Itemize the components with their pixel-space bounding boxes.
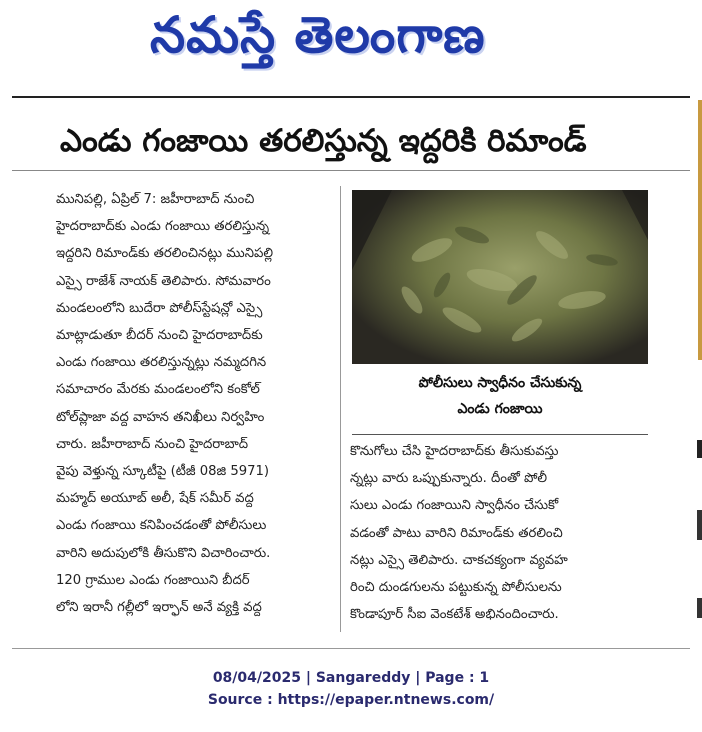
article-left-column [56, 186, 330, 632]
left-line: వారిని అదుపులోకి తీసుకొని విచారించారు. [56, 545, 271, 561]
left-line: మహ్మద్ అయూబ్ అలీ, షేక్ సమీర్ వద్ద [56, 491, 254, 507]
left-line: సమాచారం మేరకు మండలంలోని కంకోల్ [56, 382, 260, 398]
left-line: వైపు వెళ్తున్న స్కూటీపై (టీజీ 08జి 5971) [56, 464, 270, 480]
dried-leaves-image [352, 190, 648, 364]
left-line: ఎండు గంజాయి తరలిస్తున్నట్లు నమ్మదగిన [56, 355, 267, 371]
headline-divider [12, 170, 690, 171]
right-line: సులు ఎండు గంజాయిని స్వాధీనం చేసుకో [350, 498, 559, 514]
masthead-divider [12, 96, 690, 98]
left-line: ఎండు గంజాయి కనిపించడంతో పోలీసులు [56, 518, 267, 534]
masthead-title: నమస్తే తెలంగాణ [150, 6, 486, 64]
left-line: 120 గ్రాముల ఎండు గంజాయిని బీదర్ [56, 572, 250, 588]
left-line: ఎస్సై రాజేశ్ నాయక్ తెలిపారు. సోమవారం [56, 273, 271, 289]
left-line: ఇద్దరిని రిమాండ్‌కు తరలించినట్లు మునిపల్లి [56, 246, 274, 262]
adjacent-article-glyph [697, 440, 702, 458]
article-headline: ఎండు గంజాయి తరలిస్తున్న ఇద్దరికి రిమాండ్ [60, 123, 587, 159]
column-separator [340, 186, 341, 632]
left-line: మాట్లాడుతూ బీదర్ నుంచి హైదరాబాద్‌కు [56, 328, 263, 344]
adjacent-article-edge [698, 100, 702, 360]
caption-line-1: పోలీసులు స్వాధీనం చేసుకున్న [418, 375, 582, 391]
left-line: లోని ఇరానీ గల్లీలో ఇర్ఫాన్ అనే వ్యక్తి వద్ద [56, 600, 262, 616]
left-line: టోల్‌ప్లాజా వద్ద వాహన తనిఖీలు నిర్వహిం [56, 409, 265, 425]
adjacent-article-glyph [697, 510, 702, 540]
right-line: న్నట్లు వారు ఒప్పుకున్నారు. దీంతో పోలీ [350, 471, 548, 487]
caption-rule [352, 434, 648, 435]
article-right-column [350, 438, 650, 628]
adjacent-article-glyph [697, 598, 702, 618]
footer-date-edition: 08/04/2025 | Sangareddy | Page : 1 [212, 670, 490, 686]
right-line: రించి దుండగులను పట్టుకున్న పోలీసులను [350, 580, 562, 596]
footer-divider [12, 648, 690, 649]
left-line: మండలంలోని బుదేరా పోలీస్‌స్టేషన్లో ఎస్సై [56, 300, 263, 316]
left-line: హైదరాబాద్‌కు ఎండు గంజాయి తరలిస్తున్న [56, 219, 270, 235]
right-line: వడంతో పాటు వారిని రిమాండ్‌కు తరలించి [350, 525, 563, 541]
right-line: కొనుగోలు చేసి హైదరాబాద్‌కు తీసుకువస్తు [350, 444, 559, 459]
left-line: చారు. జహీరాబాద్ నుంచి హైదరాబాద్ [56, 436, 249, 452]
right-line: నట్లు ఎస్సై తెలిపారు. చాకచక్యంగా వ్యవహ [350, 552, 568, 568]
footer-source[interactable]: Source : https://epaper.ntnews.com/ [207, 692, 495, 708]
photo-caption [352, 370, 648, 430]
left-line: మునిపల్లి, ఏప్రిల్ 7: జహీరాబాద్ నుంచి [56, 192, 255, 207]
right-line: కొండాపూర్ సీఐ వెంకటేశ్ అభినందించారు. [350, 607, 559, 623]
ganja-photo [352, 190, 648, 364]
caption-line-2: ఎండు గంజాయి [457, 401, 543, 417]
